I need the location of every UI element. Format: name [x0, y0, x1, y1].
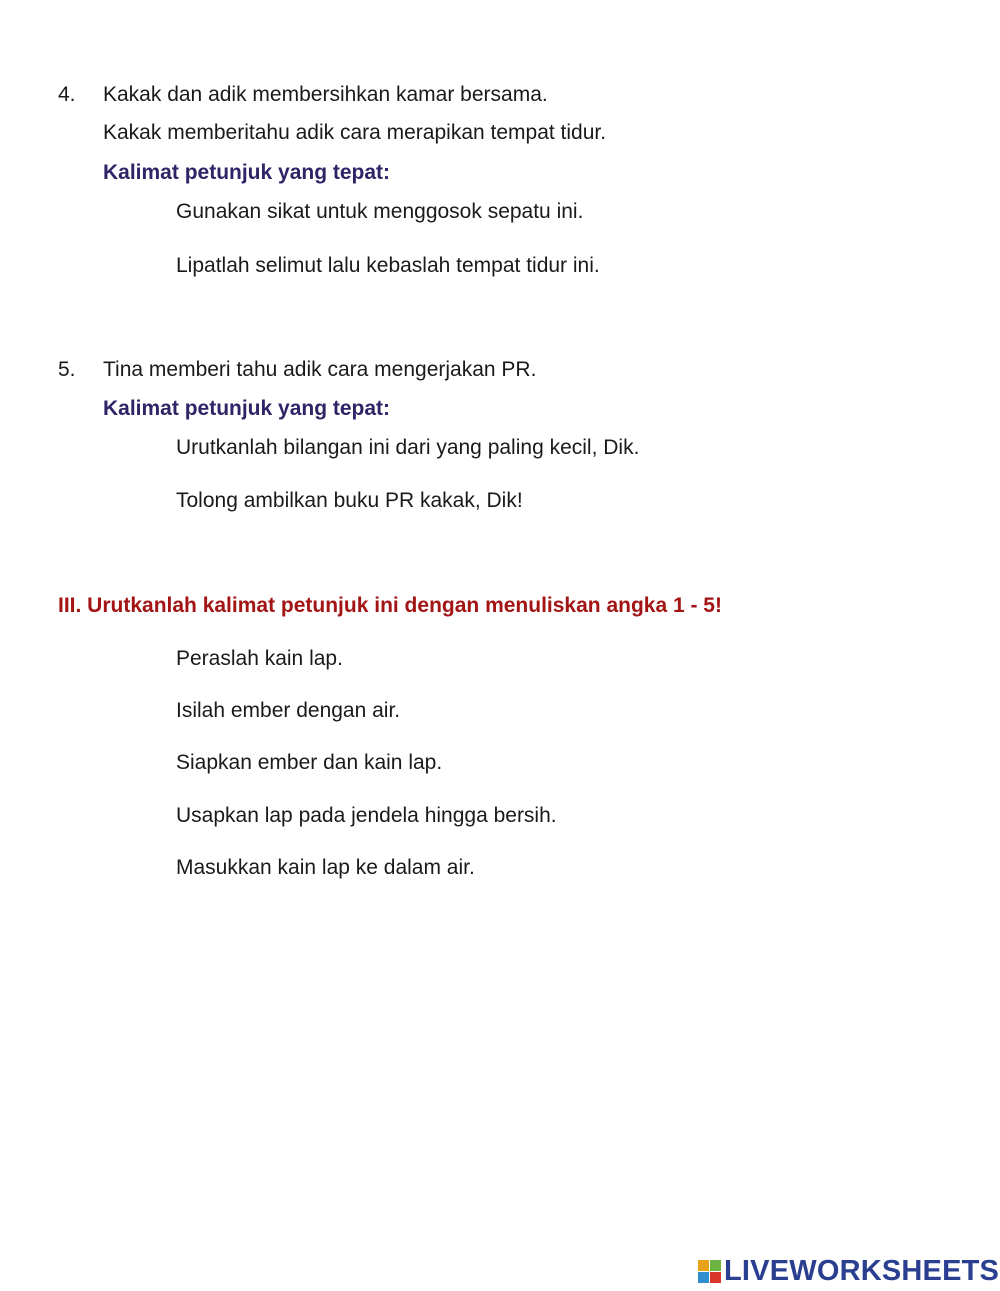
answer-option[interactable]: Tolong ambilkan buku PR kakak, Dik!	[176, 489, 523, 512]
logo-tile	[698, 1260, 709, 1271]
question-text: Kakak dan adik membersihkan kamar bersama.	[103, 83, 548, 106]
liveworksheets-logo	[698, 1256, 999, 1286]
ordering-item[interactable]: Siapkan ember dan kain lap.	[176, 751, 443, 774]
logo-icon	[698, 1260, 721, 1283]
answer-label: Kalimat petunjuk yang tepat:	[103, 161, 391, 184]
ordering-item[interactable]: Isilah ember dengan air.	[176, 699, 401, 722]
section-title: III. Urutkanlah kalimat petunjuk ini dengan menuliskan angka 1 - 5!	[58, 594, 722, 617]
logo-tile	[710, 1272, 721, 1283]
answer-option[interactable]: Gunakan sikat untuk menggosok sepatu ini.	[176, 200, 584, 223]
logo-tile	[710, 1260, 721, 1271]
ordering-item[interactable]: Masukkan kain lap ke dalam air.	[176, 856, 475, 879]
ordering-item[interactable]: Peraslah kain lap.	[176, 647, 343, 670]
answer-option[interactable]: Lipatlah selimut lalu kebaslah tempat tidur ini.	[176, 254, 600, 277]
question-number: 5.	[58, 358, 76, 381]
logo-tile	[698, 1272, 709, 1283]
question-text: Kakak memberitahu adik cara merapikan tempat tidur.	[103, 121, 607, 144]
ordering-item[interactable]: Usapkan lap pada jendela hingga bersih.	[176, 804, 557, 827]
question-number: 4.	[58, 83, 76, 106]
answer-option[interactable]: Urutkanlah bilangan ini dari yang paling kecil, Dik.	[176, 436, 640, 459]
question-text: Tina memberi tahu adik cara mengerjakan PR.	[103, 358, 537, 381]
logo-text: LIVEWORKSHEETS	[724, 1255, 1000, 1287]
answer-label: Kalimat petunjuk yang tepat:	[103, 397, 391, 420]
